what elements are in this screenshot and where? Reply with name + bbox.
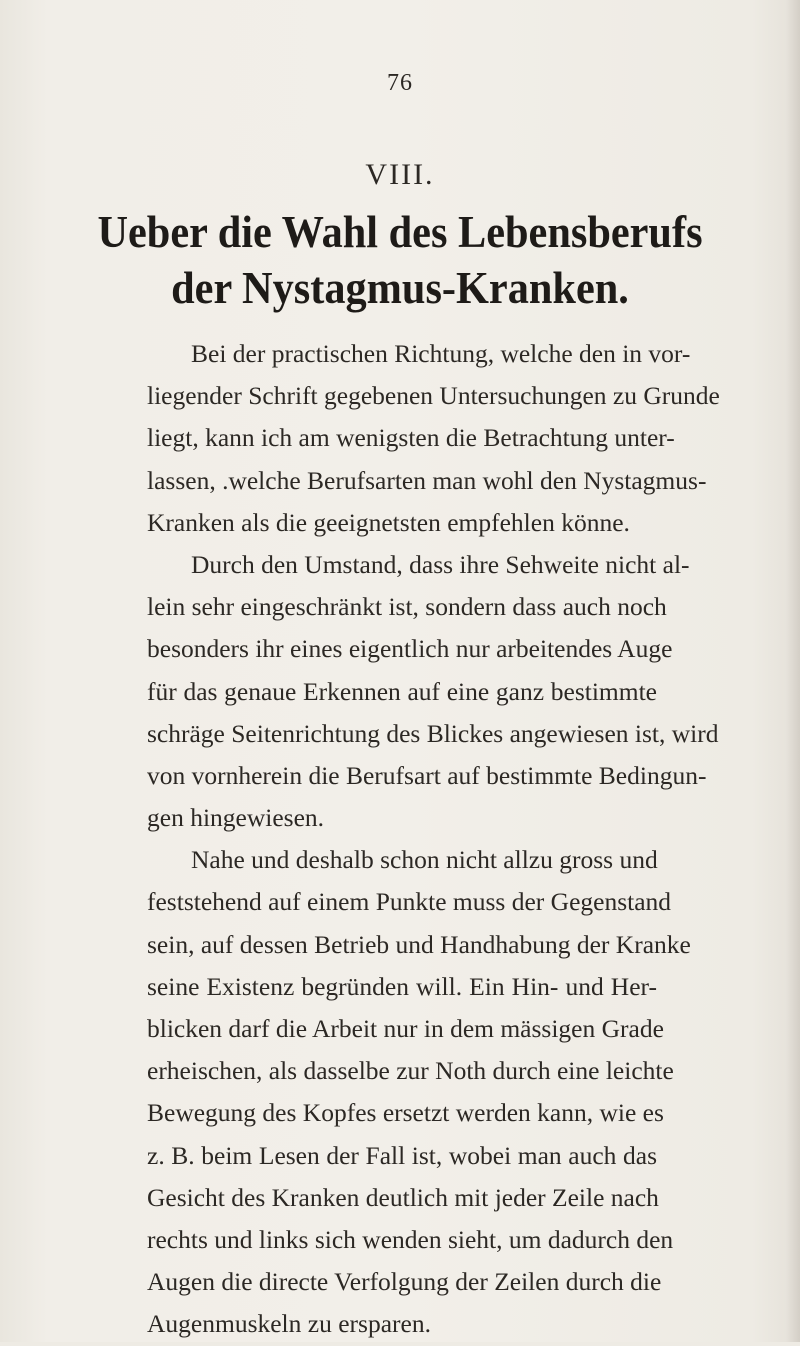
chapter-title-line: der Nystagmus-Kranken. [171,262,629,313]
text-line: Durch den Umstand, dass ihre Sehweite nicht al- [191,549,690,579]
text-line: z. B. beim Lesen der Fall ist, wobei man auch das [147,1140,657,1170]
text-line: liegender Schrift gegebenen Untersuchungen zu Grunde [147,381,720,411]
chapter-number: VIII. [365,158,435,191]
text-line: Nahe und deshalb schon nicht allzu gross und [191,845,658,875]
text-line: Gesicht des Kranken deutlich mit jeder Zeile nach [147,1182,659,1212]
page-edge-shadow [786,0,800,1342]
text-line: erheischen, als dasselbe zur Noth durch eine leichte [147,1056,674,1086]
text-line: liegt, kann ich am wenigsten die Betrachtung unter- [147,423,675,453]
text-line: seine Existenz begründen will. Ein Hin- und Her- [147,971,657,1001]
text-line: rechts und links sich wenden sieht, um dadurch den [147,1224,674,1254]
text-line: schräge Seitenrichtung des Blickes angewiesen ist, wird [147,718,719,748]
text-line: Augen die directe Verfolgung der Zeilen durch die [147,1267,662,1297]
chapter-title [32,204,768,316]
chapter-title-line: Ueber die Wahl des Lebensberufs [97,206,703,257]
text-line: feststehend auf einem Punkte muss der Gegenstand [147,887,672,917]
text-line: Bei der practischen Richtung, welche den in vor- [191,339,691,368]
body-text [147,333,720,1346]
text-line: Kranken als die geeignetsten empfehlen könne. [147,507,630,537]
text-line: Augenmuskeln zu ersparen. [147,1309,431,1339]
text-line: von vornherein die Berufsart auf bestimmte Bedingun- [147,760,707,790]
text-line: für das genaue Erkennen auf eine ganz bestimmte [147,676,657,706]
text-line: besonders ihr eines eigentlich nur arbeitendes Auge [147,634,673,664]
text-line: lein sehr eingeschränkt ist, sondern dass auch noch [147,592,667,622]
text-line: gen hingewiesen. [147,803,325,833]
text-line: Bewegung des Kopfes ersetzt werden kann, wie es [147,1098,664,1128]
page-number: 76 [387,70,413,96]
text-line: lassen, .welche Berufsarten man wohl den Nystagmus- [147,465,707,495]
text-line: blicken darf die Arbeit nur in dem mässigen Grade [147,1014,664,1043]
text-line: sein, auf dessen Betrieb und Handhabung der Kranke [147,929,691,959]
